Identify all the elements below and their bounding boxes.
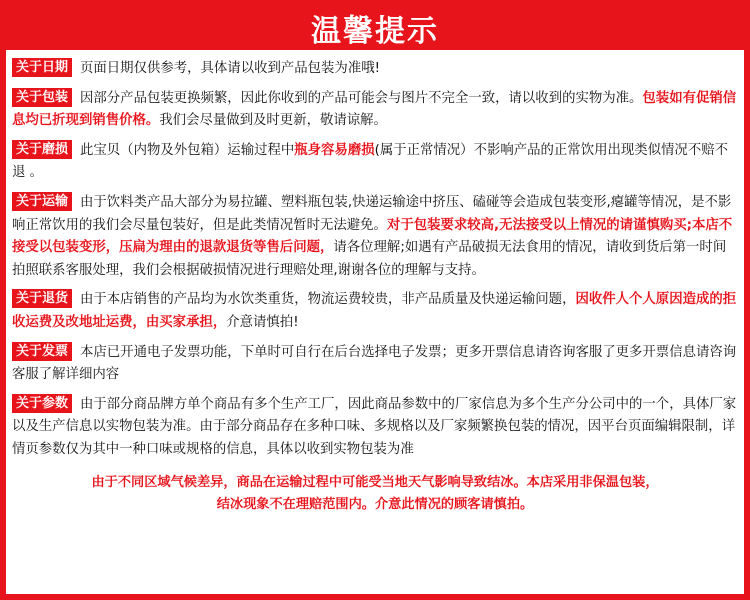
section-packaging xyxy=(12,88,738,133)
footer-line: 结冰现象不在理赔范围内。介意此情况的顾客请慎拍。 xyxy=(216,496,534,512)
section-text: 因部分产品包装更换频繁，因此你收到的产品可能会与图片不完全一致，请以收到的实物为准。 xyxy=(80,90,643,106)
section-date xyxy=(12,58,738,81)
section-tag: 关于运输 xyxy=(12,192,72,211)
header-banner xyxy=(0,6,750,50)
section-highlight: 对于包装要求较高,无法接受以上情况的请谨慎购买;本店不接受以包装变形，压扁为理由的退款退货等售后问题， xyxy=(12,217,733,256)
section-text: 由于饮料类产品大部分为易拉罐、塑料瓶包装,快递运输途中挤压、磕碰等会造成包装变形,瘪罐等情况，是不影响正常饮用的我们会尽量包装好，但是此类情况暂时无法避免。 xyxy=(12,194,732,233)
section-wear xyxy=(12,140,738,185)
section-highlight: 瓶身容易磨损 xyxy=(294,142,375,158)
section-text: (属于正常情况）不影响产品的正常饮用出现类似情况不赔不退 。 xyxy=(12,142,728,181)
section-text: 介意请慎拍! xyxy=(226,314,299,330)
section-shipping xyxy=(12,192,738,282)
section-tag: 关于发票 xyxy=(12,342,72,361)
section-text: 本店已开通电子发票功能，下单时可自行在后台选择电子发票；更多开票信息请咨询客服了更多开票信息请咨询客服了解详细内容 xyxy=(12,344,737,383)
section-parameters xyxy=(12,394,738,462)
section-tag: 关于包装 xyxy=(12,88,72,107)
section-text: 此宝贝（内物及外包箱）运输过程中 xyxy=(80,142,295,158)
footer-line: 由于不同区域气候差异，商品在运输过程中可能受当地天气影响导致结冰。本店采用非保温包装， xyxy=(91,474,659,490)
section-highlight: 包装如有促销信息均已折现到销售价格。 xyxy=(12,90,737,129)
section-text: 由于本店销售的产品均为水饮类重货，物流运费较贵，非产品质量及快递运输问题， xyxy=(80,292,576,308)
section-text: 请各位理解;如遇有产品破损无法食用的情况，请收到货后第一时间拍照联系客服处理，我们会根据破损情况进行理赔处理,谢谢各位的理解与支持。 xyxy=(12,240,727,278)
page-title: 温馨提示 xyxy=(311,14,439,49)
notice-content xyxy=(6,50,744,516)
section-tag: 关于磨损 xyxy=(12,140,72,159)
footer-warning xyxy=(12,472,738,516)
section-tag: 关于日期 xyxy=(12,58,72,77)
section-text: 页面日期仅供参考，具体请以收到产品包装为准哦! xyxy=(80,61,380,76)
section-text: 由于部分商品牌方单个商品有多个生产工厂，因此商品参数中的厂家信息为多个生产分公司中的一个，具体厂家以及生产信息以实物包装为准。由于部分商品存在多种口味、多规格以及厂家频繁换包装的情况，因平台页面编辑限制，详情页参数仅为其中一种口味或规格的信息，具体以收到实物包装为准 xyxy=(12,396,737,457)
section-highlight: 因收件人个人原因造成的拒收运费及改地址运费，由买家承担， xyxy=(12,292,737,330)
section-text: 我们会尽量做到及时更新，敬请谅解。 xyxy=(159,113,387,129)
section-tag: 关于退货 xyxy=(12,289,72,308)
section-returns xyxy=(12,289,738,334)
section-invoice xyxy=(12,342,738,387)
section-tag: 关于参数 xyxy=(12,394,72,413)
